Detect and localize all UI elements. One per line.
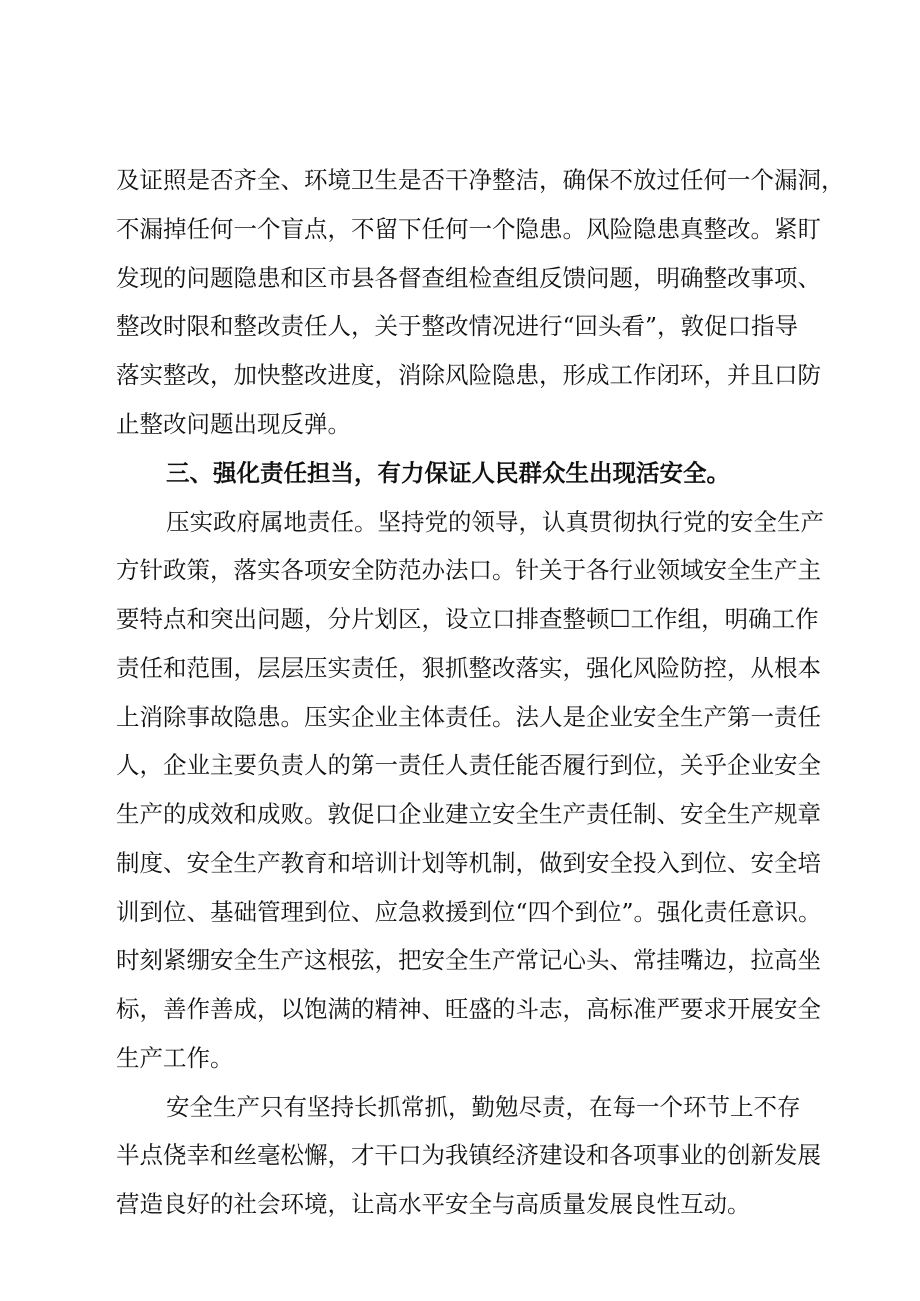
section-3-line-9: 训到位、基础管理到位、应急救援到位“四个到位”。强化责任意识。 — [116, 898, 822, 926]
section-3-line-8: 制度、安全生产教育和培训计划等机制，做到安全投入到位、安全培 — [116, 849, 821, 877]
conclusion-line-1: 安全生产只有坚持长抓常抓，勤勉尽责，在每一个环节上不存 — [166, 1093, 801, 1121]
conclusion-line-3: 营造良好的社会环境，让高水平安全与高质量发展良性互动。 — [116, 1190, 751, 1218]
conclusion-line-2: 半点侥幸和丝毫松懈，才干口为我镇经济建设和各项事业的创新发展 — [116, 1141, 821, 1169]
section-3-line-4: 责任和范围，层层压实责任，狠抓整改落实，强化风险防控，从根本 — [116, 654, 821, 682]
section-3-line-5: 上消除事故隐患。压实企业主体责任。法人是企业安全生产第一责任 — [116, 703, 821, 731]
paragraph-1-line-6: 止整改问题出现反弹。 — [116, 410, 351, 438]
paragraph-1-line-2: 不漏掉任何一个盲点，不留下任何一个隐患。风险隐患真整改。紧盯 — [116, 215, 821, 243]
section-3-line-1: 压实政府属地责任。坚持党的领导，认真贯彻执行党的安全生产 — [166, 508, 824, 536]
section-3-line-3: 要特点和突出问题，分片划区，设立口排查整顿☐工作组，明确工作 — [116, 605, 819, 633]
section-3-line-12: 生产工作。 — [116, 1044, 234, 1072]
paragraph-1-line-3: 发现的问题隐患和区市县各督查组检查组反馈问题，明确整改事项、 — [116, 264, 821, 292]
section-3-heading: 三、强化责任担当，有力保证人民群众生出现活安全。 — [166, 459, 730, 487]
paragraph-1-line-5: 落实整改，加快整改进度，消除风险隐患，形成工作闭环，并且口防 — [116, 361, 821, 389]
section-3-line-7: 生产的成效和成败。敦促口企业建立安全生产责任制、安全生产规章 — [116, 800, 821, 828]
section-3-line-11: 标，善作善成，以饱满的精神、旺盛的斗志，高标准严要求开展安全 — [116, 995, 821, 1023]
section-3-line-2: 方针政策，落实各项安全防范办法口。针关于各行业领域安全生产主 — [116, 556, 821, 584]
section-3-line-10: 时刻紧绷安全生产这根弦，把安全生产常记心头、常挂嘴边，拉高坐 — [116, 946, 821, 974]
paragraph-1-line-1: 及证照是否齐全、环境卫生是否干净整洁，确保不放过任何一个漏洞， — [116, 166, 845, 194]
section-3-line-6: 人，企业主要负责人的第一责任人责任能否履行到位，关乎企业安全 — [116, 751, 821, 779]
paragraph-1-line-4: 整改时限和整改责任人，关于整改情况进行“回头看”，敦促口指导 — [116, 312, 799, 340]
